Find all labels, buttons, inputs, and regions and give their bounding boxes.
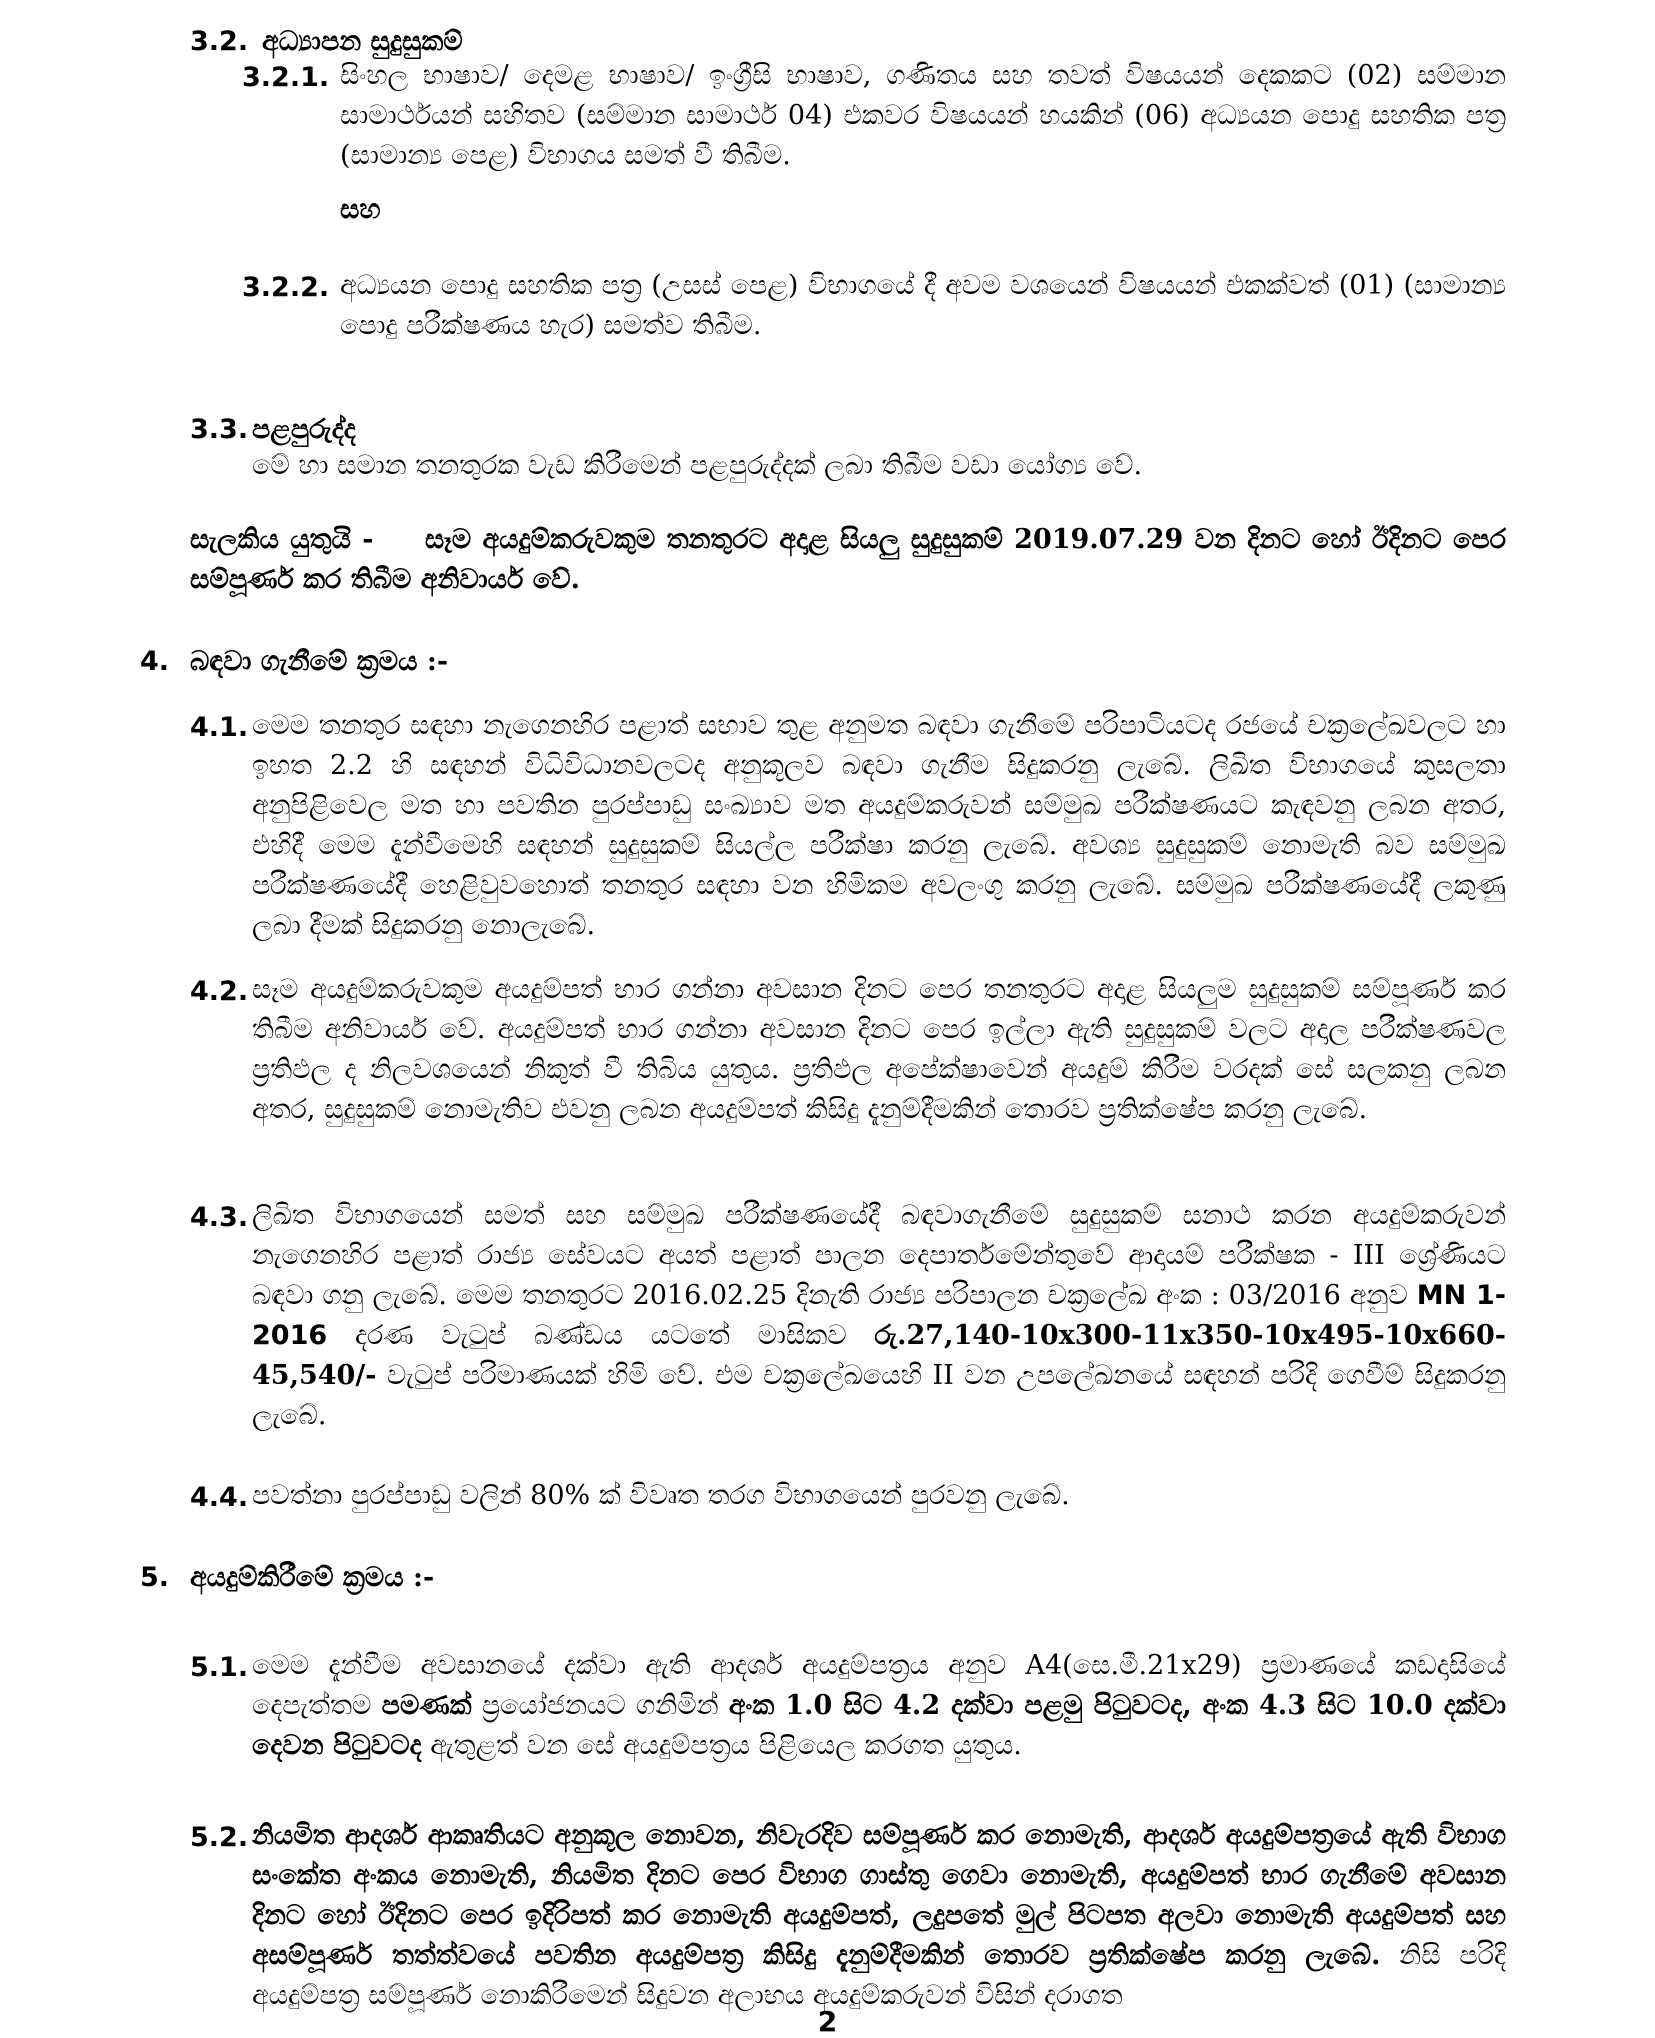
section-4-1-number: 4.1. <box>190 712 249 743</box>
section-4-1-text: මෙම තනතුර සඳහා නැගෙනහිර පළාත් සභාව තුළ අනුමත බඳවා ගැනීමේ පරිපාටියටද රජයේ චක්‍රලේඛවලට හා ඉහත 2.2 හි සඳහන් විධිවිධානවලටද අනුකූලව බඳවා ගැනීම සිදුකරනු ලැබේ. ලිඛිත විභාගයේ කුසලතා අනුපිළිවෙල මත හා පවතින පුරප්පාඩු සංඛ්‍යාව මත අයදුම්කරුවන් සම්මුඛ පරීක්ෂණයට කැඳවනු ලබන අතර, එහිදී මෙම දැන්වීමෙහි සඳහන් සුදුසුකම් සියල්ල පරීක්ෂා කරනු ලැබේ. අවශ්‍ය සුදුසුකම් නොමැති බව සම්මුඛ පරීක්ෂණයේදී හෙළිවුවහොත් තනතුර සඳහා වන හිමිකම අවලංගු කරනු ලැබේ. සම්මුඛ පරීක්ෂණයේදී ලකුණු ලබා දීමක් සිදුකරනු නොලැබේ. <box>252 710 1506 941</box>
section-4-2-text: සෑම අයදුම්කරුවකුම අයදුම්පත් භාර ගන්නා අවසාන දිනට පෙර තනතුරට අදාළ සියලුම සුදුසුකම් සම්පූර්ණ කර තිබීම අනිවාර්ය වේ. අයදුම්පත් භාර ගන්නා අවසාන දිනට පෙර ඉල්ලා ඇති සුදුසුකම් වලට අදාල පරීක්ෂණවල ප්‍රතිඵල ද නිලවශයෙන් නිකුත් වී තිබිය යුතුය. ප්‍රතිඵල අපේක්ෂාවෙන් අයදුම් කිරීම වරදක් සේ සලකනු ලබන අතර, සුදුසුකම් නොමැතිව එවනු ලබන අයදුම්පත් කිසිදු දැනුම්දීමකින් තොරව ප්‍රතික්ෂේප කරනු ලැබේ. <box>252 974 1506 1125</box>
section-3-2-title: අධ්‍යාපන සුදුසුකම් <box>262 26 463 57</box>
section-5-1-bold-b: අංක 1.0 සිට 4.2 දක්වා පළමු පිටුවටද, අංක 4.3 සිට 10.0 දක්වා දෙවන පිටුවටද <box>252 1690 1506 1761</box>
section-4-number: 4. <box>140 646 170 677</box>
note-text: සෑම අයදුම්කරුවකුම තනතුරට අදාළ සියලු සුදුසුකම් 2019.07.29 වන දිනට හෝ ඊදිනට පෙර සම්පූර්ණ කර තිබීම අනිවාර්ය වේ. <box>190 524 1507 595</box>
section-4-2-number: 4.2. <box>190 976 249 1007</box>
section-5-number: 5. <box>140 1562 170 1593</box>
section-5-1-bold-a: පමණක් <box>381 1690 472 1721</box>
section-3-2-2-number: 3.2.2. <box>242 272 330 303</box>
salary-code: MN 1-2016 <box>252 1280 1506 1351</box>
section-5-1-number: 5.1. <box>190 1652 249 1683</box>
salary-scale: රු.27,140-10x300-11x350-10x495-10x660-45,540/- <box>252 1320 1506 1391</box>
section-4-3-text-b: දරණ වැටුප් බණ්ඩය යටතේ මාසිකව <box>354 1320 847 1351</box>
section-4-3-text-c: වැටුප් පරිමාණයක් හිමි වේ. එම චක්‍රලේඛයෙහි II වන උපලේඛනයේ සඳහන් පරිදි ගෙවීම් සිදුකරනු ලැබේ. <box>252 1360 1506 1431</box>
section-5-2-bold: නියමිත ආදර්ශ ආකෘතියට අනුකූල නොවන, නිවැරදිව සම්පූර්ණ කර නොමැති, ආදර්ශ අයදුම්පත්‍රයේ ඇති විභාග සංකේත අංකය නොමැති, නියමිත දිනට පෙර විභාග ගාස්තු ගෙවා නොමැති, අයදුම්පත් භාර ගැනීමේ අවසාන දිනට හෝ ඊදිනට පෙර ඉදිරිපත් කර නොමැති අයදුම්පත්, ලදුපතේ මුල් පිටපත අලවා නොමැති අයදුම්පත් සහ අසම්පූර්ණ තත්ත්වයේ පවතින අයදුම්පත්‍ර කිසිදු දැනුම්දීමකින් තොරව ප්‍රතික්ෂේප කරනු ලැබේ. <box>252 1820 1506 1971</box>
section-5-1-text-b: ප්‍රයෝජනයට ගනිමින් <box>481 1690 719 1721</box>
section-4-4-text: පවත්නා පුරප්පාඩු වලින් 80% ක් විවෘත තරග විභාගයෙන් පුරවනු ලැබේ. <box>252 1480 1070 1511</box>
section-4-title: බඳවා ගැනීමේ ක්‍රමය :- <box>190 646 449 677</box>
section-3-3-number: 3.3. <box>190 414 249 445</box>
section-4-3-text <box>252 1196 1506 1436</box>
section-5-2-number: 5.2. <box>190 1822 249 1853</box>
section-3-2-2-text: අධ්‍යයන පොදු සහතික පත්‍ර (උසස් පෙළ) විභාගයේ දී අවම වශයෙන් විෂයයන් එකක්වත් (01) (සාමාන්‍ය පොදු පරීක්ෂණය හැර) සමත්ව තිබීම. <box>340 270 1506 341</box>
section-5-1-text-a: මෙම දැන්වීම අවසානයේ දක්වා ඇති ආදර්ශ අයදුම්පත්‍රය අනුව A4(සෙ.මී.21x29) ප්‍රමාණයේ කඩදාසියේ දෙපැත්තම <box>252 1650 1506 1721</box>
note-label: සැලකිය යුතුයි - <box>190 524 374 555</box>
section-3-3-text: මේ හා සමාන තනතුරක වැඩ කිරීමෙන් පළපුරුද්දක් ලබා තිබීම වඩා යෝග්‍ය වේ. <box>252 450 1143 481</box>
section-4-3-text-a: ලිඛිත විභාගයෙන් සමත් සහ සම්මුඛ පරීක්ෂණයේදී බඳවාගැනීමේ සුදුසුකම් සනාථ කරන අයදුම්කරුවන් නැගෙනහිර පළාත් රාජ්‍ය සේවයට අයත් පළාත් පාලන දෙපාර්තමේන්තුවේ ආදායම් පරීක්ෂක - III ශ්‍රේණියට බඳවා ගනු ලැබේ. මෙම තනතුරට 2016.02.25 දිනැති රාජ්‍ය පරිපාලන චක්‍රලේඛ අංක : 03/2016 අනුව <box>252 1200 1506 1311</box>
section-5-2-plain: නිසි පරිදි අයදුම්පත්‍ර සම්පූර්ණ නොකිරීමෙන් සිදුවන අලාභය අයදුම්කරුවන් විසින් දරාගත <box>252 1940 1506 2011</box>
page-number: 2 <box>817 2005 838 2038</box>
section-5-1-text-c: ඇතුළත් වන සේ අයදුම්පත්‍රය පිළියෙල කරගත යුතුය. <box>430 1730 1022 1761</box>
note-paragraph <box>190 520 1506 600</box>
section-5-2-text <box>252 1816 1506 2016</box>
section-3-2-number: 3.2. <box>190 26 249 57</box>
section-3-2-1-number: 3.2.1. <box>242 62 330 93</box>
section-5-title: අයදුම්කිරීමේ ක්‍රමය :- <box>190 1562 435 1593</box>
section-3-3-title: පළපුරුද්ද <box>252 414 356 445</box>
section-5-1-text <box>252 1646 1506 1766</box>
and-connector: සහ <box>340 194 381 225</box>
section-3-2-1-text: සිංහල භාෂාව/ දෙමළ භාෂාව/ ඉංග්‍රීසි භාෂාව, ගණිතය සහ තවත් විෂයයන් දෙකකට (02) සම්මාන සාමාර්ථයන් සහිතව (සම්මාන සාමාර්ථ 04) එකවර විෂයයන් හයකින් (06) අධ්‍යයන පොදු සහතික පත්‍ර (සාමාන්‍ය පෙළ) විභාගය සමත් වී තිබීම. <box>340 60 1506 171</box>
section-4-3-number: 4.3. <box>190 1202 249 1233</box>
section-4-4-number: 4.4. <box>190 1482 249 1513</box>
